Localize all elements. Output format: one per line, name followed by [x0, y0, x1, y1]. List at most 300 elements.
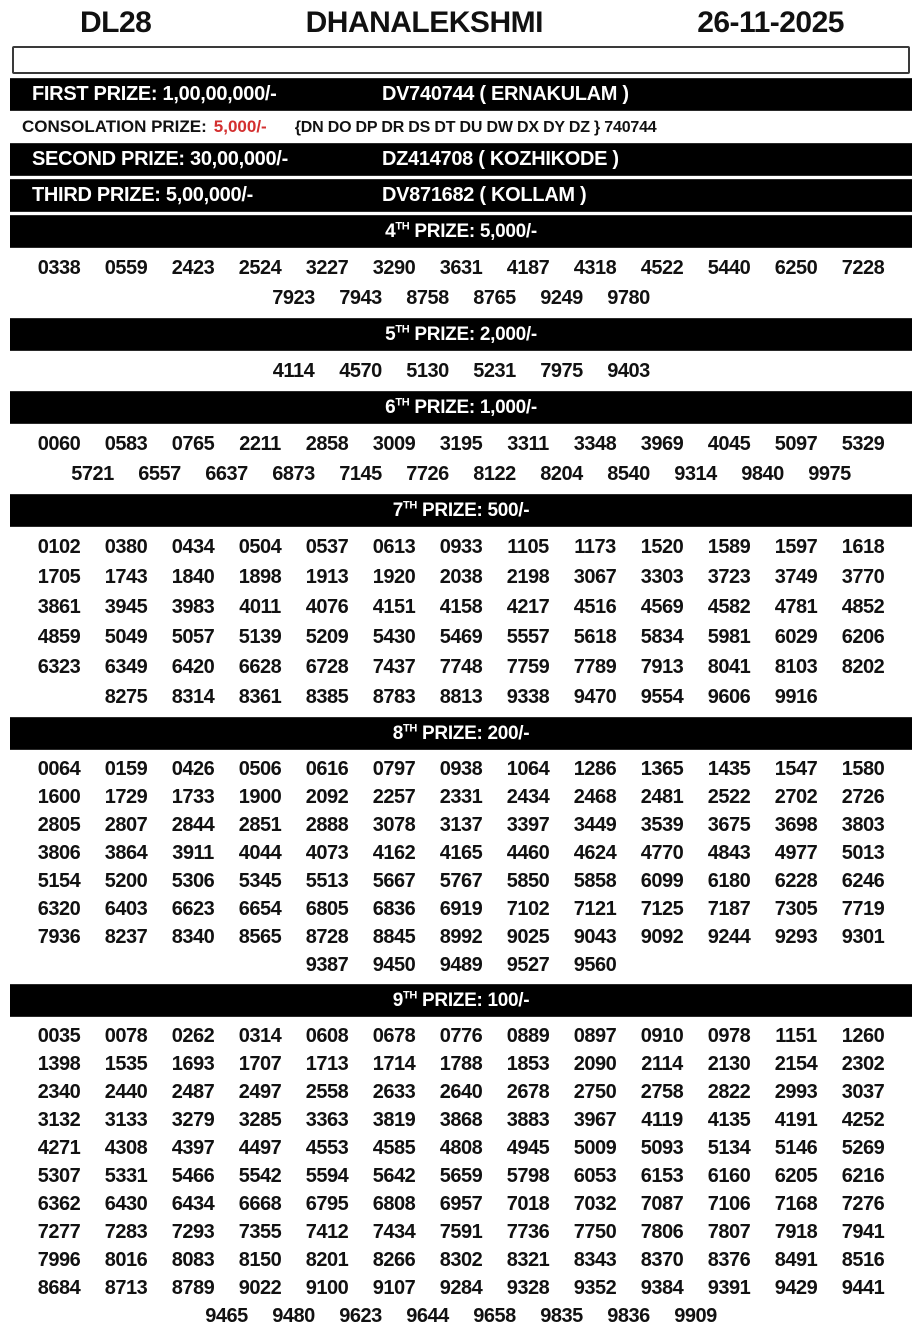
prize-number: 0060 [37, 433, 81, 455]
prize-number: 6320 [37, 898, 81, 920]
prize-number: 9623 [339, 1305, 382, 1327]
prize-number: 9489 [439, 954, 483, 976]
prize-number: 5329 [841, 433, 885, 455]
prize-number: 0064 [37, 758, 81, 780]
prize-number: 9284 [439, 1277, 483, 1299]
prize-number: 3749 [774, 566, 818, 588]
prize-number: 6349 [104, 656, 148, 678]
prize-number: 8845 [372, 926, 416, 948]
prize-number: 1535 [104, 1053, 148, 1075]
prize-number: 0933 [439, 536, 483, 558]
prize-number: 4553 [305, 1137, 349, 1159]
prize-number: 2340 [37, 1081, 81, 1103]
prize-number: 2331 [439, 786, 483, 808]
prize-number: 9244 [707, 926, 751, 948]
prize-number: 2130 [707, 1053, 751, 1075]
prize-number: 8275 [104, 686, 148, 708]
prize-number: 2558 [305, 1081, 349, 1103]
prize-number: 9658 [473, 1305, 516, 1327]
prize-number: 8516 [841, 1249, 885, 1271]
prize-number: 9043 [573, 926, 617, 948]
prize-number: 9391 [707, 1277, 751, 1299]
prize-number: 7145 [339, 463, 382, 485]
prize-number: 7032 [573, 1193, 617, 1215]
prize-number: 6430 [104, 1193, 148, 1215]
prize-number: 9293 [774, 926, 818, 948]
prize-number: 3132 [37, 1109, 81, 1131]
prize-number: 5331 [104, 1165, 148, 1187]
prize-number: 3363 [305, 1109, 349, 1131]
prize-number: 3911 [172, 842, 214, 864]
prize-number: 3945 [104, 596, 148, 618]
third-prize-label: THIRD PRIZE: 5,00,000/- [32, 184, 253, 206]
prize-number: 8385 [305, 686, 349, 708]
prize-section-header [10, 215, 912, 248]
prize-number: 8343 [573, 1249, 617, 1271]
prize-number: 3303 [640, 566, 684, 588]
prize-sections [0, 215, 922, 1332]
prize-number: 4397 [171, 1137, 215, 1159]
first-prize-winner: DV740744 ( ERNAKULAM ) [382, 83, 629, 105]
prize-number: 5557 [506, 626, 550, 648]
prize-number: 0910 [640, 1025, 684, 1047]
prize-section-header [10, 984, 912, 1017]
prize-number: 2844 [171, 814, 215, 836]
prize-number: 6654 [238, 898, 282, 920]
prize-number: 1693 [171, 1053, 215, 1075]
prize-number: 3698 [774, 814, 818, 836]
prize-number: 4119 [641, 1109, 683, 1131]
prize-number: 4808 [439, 1137, 483, 1159]
prize-number: 9780 [607, 287, 650, 309]
prize-number: 9835 [540, 1305, 583, 1327]
prize-number: 7018 [506, 1193, 550, 1215]
prize-section-title: 6TH PRIZE: 1,000/- [385, 396, 537, 418]
prize-number: 6420 [171, 656, 215, 678]
prize-number: 1398 [37, 1053, 81, 1075]
prize-number: 6160 [707, 1165, 751, 1187]
prize-number: 9527 [506, 954, 550, 976]
prize-number: 0035 [37, 1025, 81, 1047]
prize-number: 8302 [439, 1249, 483, 1271]
prize-number: 1913 [305, 566, 349, 588]
prize-number: 5430 [372, 626, 416, 648]
prize-number: 5134 [707, 1137, 751, 1159]
prize-number: 4318 [573, 257, 617, 279]
third-prize-winner: DV871682 ( KOLLAM ) [382, 184, 587, 206]
prize-number: 5466 [171, 1165, 215, 1187]
prize-number: 2114 [641, 1053, 683, 1075]
prize-number: 3819 [372, 1109, 416, 1131]
prize-number: 3883 [506, 1109, 550, 1131]
prize-number: 5659 [439, 1165, 483, 1187]
prize-number: 1900 [238, 786, 282, 808]
prize-number: 7412 [305, 1221, 349, 1243]
prize-number: 3967 [573, 1109, 617, 1131]
prize-number: 0102 [37, 536, 81, 558]
prize-numbers-grid [0, 427, 922, 491]
consolation-amount: 5,000/- [213, 117, 267, 136]
prize-number: 0159 [104, 758, 148, 780]
prize-number: 1705 [37, 566, 81, 588]
prize-number: 5009 [573, 1137, 617, 1159]
prize-number: 3723 [707, 566, 751, 588]
prize-number: 4217 [506, 596, 550, 618]
prize-number: 5721 [71, 463, 114, 485]
prize-number: 3133 [104, 1109, 148, 1131]
prize-section-header [10, 318, 912, 351]
prize-number: 0506 [238, 758, 282, 780]
prize-number: 9328 [506, 1277, 550, 1299]
prize-number: 3348 [573, 433, 617, 455]
prize-number: 8204 [540, 463, 583, 485]
prize-number: 8713 [104, 1277, 148, 1299]
prize-number: 5307 [37, 1165, 81, 1187]
prize-number: 7759 [506, 656, 550, 678]
prize-number: 5981 [707, 626, 751, 648]
prize-number: 4569 [640, 596, 684, 618]
prize-numbers-grid [0, 251, 922, 315]
first-prize-bar [10, 78, 912, 111]
prize-number: 9916 [774, 686, 818, 708]
prize-number: 6180 [707, 870, 751, 892]
prize-number: 0616 [305, 758, 349, 780]
prize-number: 8041 [707, 656, 751, 678]
prize-number: 4460 [506, 842, 550, 864]
prize-number: 5642 [372, 1165, 416, 1187]
prize-number: 8783 [372, 686, 416, 708]
prize-number: 6623 [171, 898, 215, 920]
prize-number: 3227 [305, 257, 349, 279]
prize-number: 7806 [640, 1221, 684, 1243]
prize-number: 2481 [640, 786, 684, 808]
prize-number: 2993 [774, 1081, 818, 1103]
prize-number: 6557 [138, 463, 181, 485]
first-prize-label: FIRST PRIZE: 1,00,00,000/- [32, 83, 277, 105]
prize-number: 4852 [841, 596, 885, 618]
prize-number: 1435 [707, 758, 751, 780]
draw-date: 26-11-2025 [697, 6, 844, 39]
prize-number: 3279 [171, 1109, 215, 1131]
consolation-series: {DN DO DP DR DS DT DU DW DX DY DZ } 740744 [294, 119, 657, 136]
prize-number: 2257 [372, 786, 416, 808]
prize-number: 6362 [37, 1193, 81, 1215]
prize-number: 7918 [774, 1221, 818, 1243]
prize-number: 0338 [37, 257, 81, 279]
prize-number: 2758 [640, 1081, 684, 1103]
prize-number: 9092 [640, 926, 684, 948]
prize-number: 7789 [573, 656, 617, 678]
prize-number: 2038 [439, 566, 483, 588]
second-prize-label: SECOND PRIZE: 30,00,000/- [32, 148, 288, 170]
prize-number: 0678 [372, 1025, 416, 1047]
prize-number: 2851 [238, 814, 282, 836]
prize-number: 8202 [841, 656, 885, 678]
third-prize-bar [10, 179, 912, 212]
prize-number: 6053 [573, 1165, 617, 1187]
prize-number: 9301 [841, 926, 885, 948]
prize-number: 6795 [305, 1193, 349, 1215]
prize-number: 2822 [707, 1081, 751, 1103]
prize-number: 0380 [104, 536, 148, 558]
prize-number: 3397 [506, 814, 550, 836]
prize-number: 3449 [573, 814, 617, 836]
prize-number: 7913 [640, 656, 684, 678]
prize-number: 9249 [540, 287, 583, 309]
prize-number: 8201 [305, 1249, 349, 1271]
prize-number: 7923 [272, 287, 315, 309]
prize-number: 6957 [439, 1193, 483, 1215]
prize-number: 3868 [439, 1109, 483, 1131]
prize-number: 0938 [439, 758, 483, 780]
prize-number: 7277 [37, 1221, 81, 1243]
prize-number: 8083 [171, 1249, 215, 1271]
prize-number: 4076 [305, 596, 349, 618]
prize-number: 1580 [841, 758, 885, 780]
prize-number: 9022 [238, 1277, 282, 1299]
prize-number: 1589 [707, 536, 751, 558]
prize-number: 5130 [406, 360, 449, 382]
prize-number: 2497 [238, 1081, 282, 1103]
prize-number: 5542 [238, 1165, 282, 1187]
prize-number: 8728 [305, 926, 349, 948]
prize-number: 1520 [640, 536, 684, 558]
page-header [0, 4, 922, 44]
prize-number: 7087 [640, 1193, 684, 1215]
prize-number: 2440 [104, 1081, 148, 1103]
prize-number: 3983 [171, 596, 215, 618]
prize-number: 5858 [573, 870, 617, 892]
prize-number: 8684 [37, 1277, 81, 1299]
prize-number: 3864 [104, 842, 148, 864]
prize-section [0, 215, 922, 315]
prize-number: 9644 [406, 1305, 449, 1327]
prize-number: 4135 [707, 1109, 751, 1131]
prize-number: 8491 [774, 1249, 818, 1271]
prize-number: 4624 [573, 842, 617, 864]
prize-number: 4114 [272, 360, 315, 382]
prize-number: 1260 [841, 1025, 885, 1047]
prize-number: 1286 [573, 758, 617, 780]
prize-number: 1105 [507, 536, 549, 558]
prize-number: 1365 [640, 758, 684, 780]
prize-number: 8103 [774, 656, 818, 678]
prize-number: 7437 [372, 656, 416, 678]
prize-number: 7591 [439, 1221, 483, 1243]
prize-number: 2423 [171, 257, 215, 279]
prize-number: 8992 [439, 926, 483, 948]
draw-code: DL28 [80, 6, 152, 39]
prize-number: 4770 [640, 842, 684, 864]
prize-number: 2487 [171, 1081, 215, 1103]
prize-number: 3009 [372, 433, 416, 455]
prize-number: 8565 [238, 926, 282, 948]
prize-section-header [10, 494, 912, 527]
prize-number: 5209 [305, 626, 349, 648]
prize-number: 5834 [640, 626, 684, 648]
prize-number: 7293 [171, 1221, 215, 1243]
prize-number: 6205 [774, 1165, 818, 1187]
prize-number: 3037 [841, 1081, 885, 1103]
prize-number: 5139 [238, 626, 282, 648]
prize-number: 8237 [104, 926, 148, 948]
prize-number: 2092 [305, 786, 349, 808]
prize-number: 2678 [506, 1081, 550, 1103]
prize-number: 9403 [607, 360, 650, 382]
prize-number: 5850 [506, 870, 550, 892]
prize-number: 4165 [439, 842, 483, 864]
prize-number: 8758 [406, 287, 449, 309]
prize-section [0, 984, 922, 1332]
prize-number: 3806 [37, 842, 81, 864]
prize-number: 6246 [841, 870, 885, 892]
prize-number: 0314 [238, 1025, 282, 1047]
prize-number: 4582 [707, 596, 751, 618]
prize-number: 4252 [841, 1109, 885, 1131]
prize-number: 4045 [707, 433, 751, 455]
prize-number: 4308 [104, 1137, 148, 1159]
prize-section [0, 391, 922, 491]
prize-number: 0078 [104, 1025, 148, 1047]
prize-number: 7121 [573, 898, 617, 920]
prize-number: 3631 [439, 257, 483, 279]
prize-number: 0978 [707, 1025, 751, 1047]
prize-number: 5200 [104, 870, 148, 892]
prize-number: 4044 [238, 842, 282, 864]
prize-number: 4191 [774, 1109, 818, 1131]
prize-number: 0613 [372, 536, 416, 558]
prize-number: 8376 [707, 1249, 751, 1271]
prize-number: 9314 [674, 463, 717, 485]
prize-number: 4073 [305, 842, 349, 864]
prize-number: 0504 [238, 536, 282, 558]
prize-number: 9107 [372, 1277, 416, 1299]
prize-number: 1788 [439, 1053, 483, 1075]
consolation-label: CONSOLATION PRIZE: [22, 117, 207, 136]
prize-number: 6250 [774, 257, 818, 279]
prize-section-title: 9TH PRIZE: 100/- [392, 989, 530, 1011]
prize-number: 9840 [741, 463, 784, 485]
prize-number: 7807 [707, 1221, 751, 1243]
prize-number: 4522 [640, 257, 684, 279]
prize-section [0, 494, 922, 714]
prize-number: 3137 [439, 814, 483, 836]
prize-section [0, 717, 922, 981]
prize-number: 0262 [171, 1025, 215, 1047]
prize-number: 7975 [540, 360, 583, 382]
prize-number: 0776 [439, 1025, 483, 1047]
prize-number: 2805 [37, 814, 81, 836]
prize-number: 9470 [573, 686, 617, 708]
prize-section [0, 318, 922, 388]
prize-number: 8765 [473, 287, 516, 309]
prize-number: 8361 [238, 686, 282, 708]
prize-number: 5154 [37, 870, 81, 892]
prize-number: 5767 [439, 870, 483, 892]
marquee-box [12, 46, 910, 74]
prize-number: 2522 [707, 786, 751, 808]
prize-number: 1600 [37, 786, 81, 808]
prize-number: 3285 [238, 1109, 282, 1131]
prize-number: 6403 [104, 898, 148, 920]
prize-number: 0434 [171, 536, 215, 558]
prize-number: 1920 [372, 566, 416, 588]
prize-number: 9465 [205, 1305, 248, 1327]
prize-number: 6099 [640, 870, 684, 892]
prize-number: 5594 [305, 1165, 349, 1187]
prize-number: 1840 [171, 566, 215, 588]
prize-number: 1733 [171, 786, 215, 808]
prize-number: 3195 [439, 433, 483, 455]
prize-number: 4158 [439, 596, 483, 618]
prize-number: 0765 [171, 433, 215, 455]
prize-number: 4570 [339, 360, 382, 382]
prize-number: 1151 [775, 1025, 817, 1047]
second-prize-bar [10, 143, 912, 176]
prize-number: 5093 [640, 1137, 684, 1159]
prize-section-title: 8TH PRIZE: 200/- [392, 722, 530, 744]
prize-number: 7936 [37, 926, 81, 948]
prize-number: 1707 [238, 1053, 282, 1075]
prize-section-header [10, 391, 912, 424]
prize-number: 1898 [238, 566, 282, 588]
prize-number: 2154 [774, 1053, 818, 1075]
prize-number: 8370 [640, 1249, 684, 1271]
prize-number: 5469 [439, 626, 483, 648]
prize-number: 4977 [774, 842, 818, 864]
prize-number: 6919 [439, 898, 483, 920]
prize-number: 1714 [372, 1053, 416, 1075]
prize-number: 5049 [104, 626, 148, 648]
prize-number: 1743 [104, 566, 148, 588]
prize-number: 7941 [841, 1221, 885, 1243]
prize-number: 6434 [171, 1193, 215, 1215]
prize-number: 4162 [372, 842, 416, 864]
prize-number: 2524 [238, 257, 282, 279]
prize-number: 1713 [305, 1053, 349, 1075]
prize-number: 4781 [774, 596, 818, 618]
prize-number: 9975 [808, 463, 851, 485]
prize-number: 8122 [473, 463, 516, 485]
prize-number: 2302 [841, 1053, 885, 1075]
prize-number: 9560 [573, 954, 617, 976]
prize-number: 4271 [37, 1137, 81, 1159]
consolation-row [0, 114, 922, 140]
prize-numbers-grid [0, 753, 922, 981]
prize-number: 3539 [640, 814, 684, 836]
prize-numbers-grid [0, 1020, 922, 1332]
prize-number: 5013 [841, 842, 885, 864]
prize-number: 3861 [37, 596, 81, 618]
prize-number: 4187 [506, 257, 550, 279]
prize-number: 7943 [339, 287, 382, 309]
prize-number: 1618 [841, 536, 885, 558]
prize-number: 0897 [573, 1025, 617, 1047]
prize-section-title: 4TH PRIZE: 5,000/- [385, 220, 537, 242]
prize-number: 6206 [841, 626, 885, 648]
prize-number: 7736 [506, 1221, 550, 1243]
prize-number: 0889 [506, 1025, 550, 1047]
prize-number: 9909 [674, 1305, 717, 1327]
prize-number: 9554 [640, 686, 684, 708]
prize-number: 6836 [372, 898, 416, 920]
prize-number: 5513 [305, 870, 349, 892]
prize-number: 0537 [305, 536, 349, 558]
prize-number: 9338 [506, 686, 550, 708]
prize-number: 5231 [473, 360, 516, 382]
prize-number: 7228 [841, 257, 885, 279]
prize-number: 7355 [238, 1221, 282, 1243]
